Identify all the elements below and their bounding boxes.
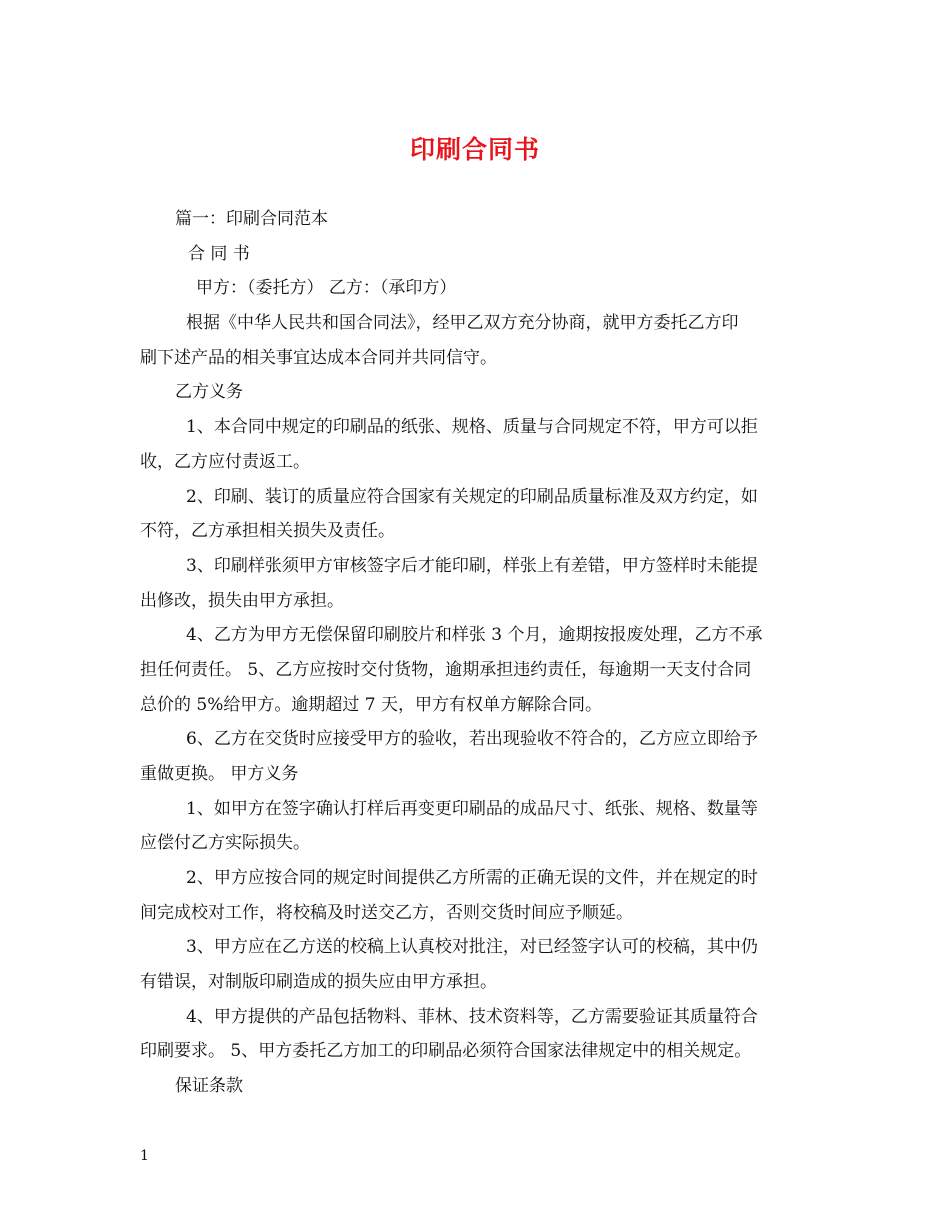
contract-subtitle: 合 同 书	[188, 244, 250, 264]
document-title: 印刷合同书	[409, 135, 540, 164]
paragraph-line: 4、甲方提供的产品包括物料、菲林、技术资料等，乙方需要验证其质量符合	[186, 1007, 758, 1027]
paragraph-line: 出修改，损失由甲方承担。	[140, 591, 344, 611]
paragraph-line: 根据《中华人民共和国合同法》，经甲乙双方充分协商，就甲方委托乙方印	[186, 313, 739, 333]
paragraph-line: 6、乙方在交货时应接受甲方的验收，若出现验收不符合的，乙方应立即给予	[186, 729, 758, 749]
paragraph-line: 不符，乙方承担相关损失及责任。	[140, 521, 395, 541]
page-number: 1	[140, 1148, 149, 1164]
paragraph-line: 间完成校对工作，将校稿及时送交乙方，否则交货时间应予顺延。	[140, 903, 633, 923]
paragraph-line: 印刷要求。 5、甲方委托乙方加工的印刷品必须符合国家法律规定中的相关规定。	[140, 1041, 752, 1061]
section-heading: 篇一：印刷合同范本	[175, 209, 328, 229]
paragraph-line: 收，乙方应付责返工。	[140, 452, 310, 472]
paragraph-line: 4、乙方为甲方无偿保留印刷胶片和样张 3 个月，逾期按报废处理，乙方不承	[186, 625, 763, 645]
section-heading: 乙方义务	[175, 382, 243, 402]
parties-line: 甲方：（委托方） 乙方：（承印方）	[196, 278, 457, 298]
paragraph-line: 2、印刷、装订的质量应符合国家有关规定的印刷品质量标准及双方约定，如	[186, 487, 758, 507]
paragraph-line: 重做更换。 甲方义务	[140, 764, 299, 784]
paragraph-line: 担任何责任。 5、乙方应按时交付货物，逾期承担违约责任，每逾期一天支付合同	[140, 660, 752, 680]
paragraph-line: 1、本合同中规定的印刷品的纸张、规格、质量与合同规定不符，甲方可以拒	[186, 417, 758, 437]
section-heading: 保证条款	[175, 1076, 243, 1096]
paragraph-line: 刷下述产品的相关事宜达成本合同并共同信守。	[140, 348, 497, 368]
paragraph-line: 2、甲方应按合同的规定时间提供乙方所需的正确无误的文件，并在规定的时	[186, 868, 758, 888]
paragraph-line: 应偿付乙方实际损失。	[140, 833, 310, 853]
paragraph-line: 总价的 5%给甲方。逾期超过 7 天，甲方有权单方解除合同。	[140, 695, 602, 715]
paragraph-line: 1、如甲方在签字确认打样后再变更印刷品的成品尺寸、纸张、规格、数量等	[186, 799, 758, 819]
paragraph-line: 3、甲方应在乙方送的校稿上认真校对批注，对已经签字认可的校稿，其中仍	[186, 937, 758, 957]
paragraph-line: 有错误，对制版印刷造成的损失应由甲方承担。	[140, 972, 497, 992]
paragraph-line: 3、印刷样张须甲方审核签字后才能印刷，样张上有差错，甲方签样时未能提	[186, 556, 758, 576]
